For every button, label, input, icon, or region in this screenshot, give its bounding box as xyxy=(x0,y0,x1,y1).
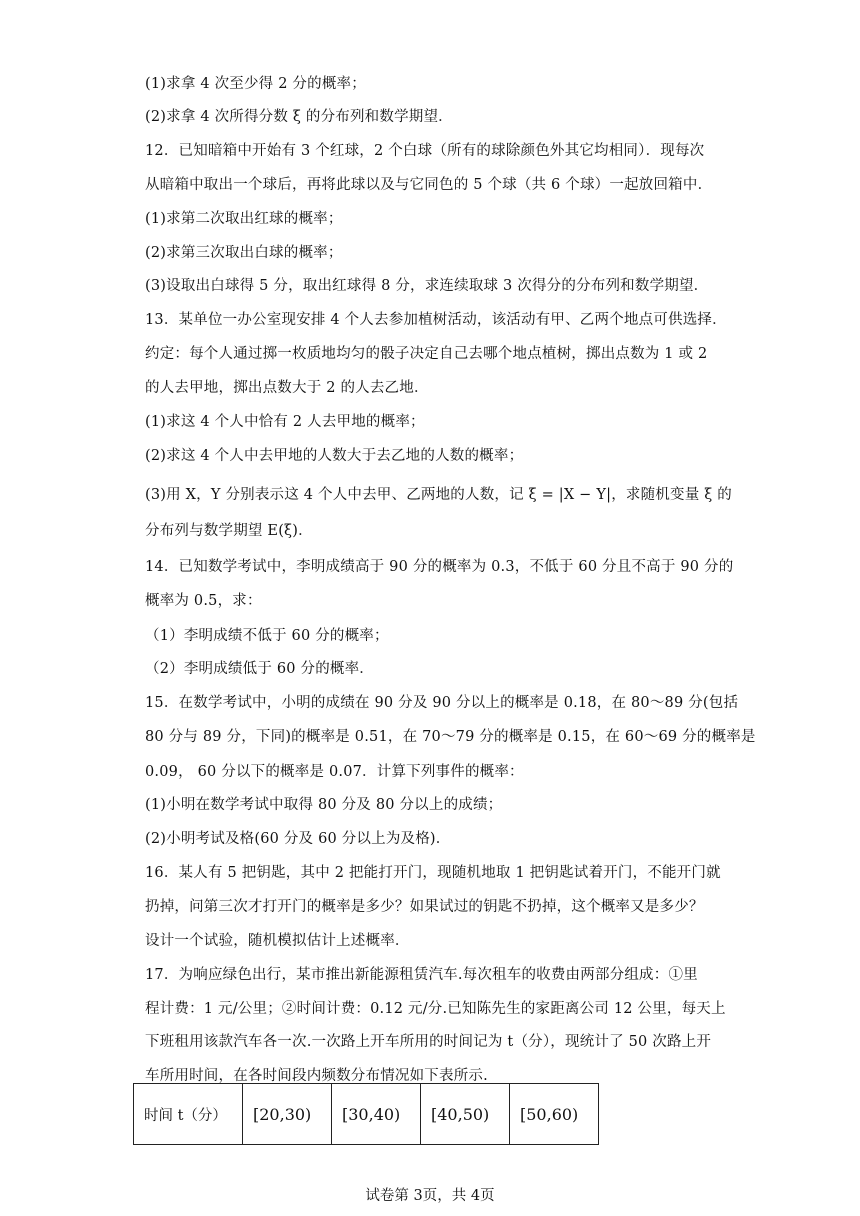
text-line: 概率为 0.5，求： xyxy=(145,593,262,609)
text-line: 扔掉，问第三次才打开门的概率是多少？如果试过的钥匙不扔掉，这个概率又是多少？ xyxy=(145,899,704,915)
text-line: (1)求拿 4 次至少得 2 分的概率； xyxy=(145,76,366,92)
page-footer: 试卷第 3页，共 4页 xyxy=(365,1188,495,1204)
text-line: (3)设取出白球得 5 分，取出红球得 8 分，求连续取球 3 次得分的分布列和数学期望． xyxy=(145,278,709,294)
text-line: (1)小明在数学考试中取得 80 分及 80 分以上的成绩； xyxy=(145,797,503,813)
frequency-table xyxy=(133,1083,599,1145)
text-line: 分布列与数学期望 E(ξ)． xyxy=(145,523,313,539)
text-line: 下班租用该款汽车各一次.一次路上开车所用的时间记为 t（分），现统计了 50 次路上开 xyxy=(145,1034,712,1050)
text-line: 14．已知数学考试中，李明成绩高于 90 分的概率为 0.3，不低于 60 分且不高于 90 分的 xyxy=(145,559,734,575)
table-row xyxy=(134,1084,599,1145)
text-line: 车所用时间，在各时间段内频数分布情况如下表所示. xyxy=(145,1068,488,1084)
text-line: (2)求第三次取出白球的概率； xyxy=(145,245,343,261)
text-line: （2）李明成绩低于 60 分的概率． xyxy=(145,661,374,677)
text-line: （1）李明成绩不低于 60 分的概率； xyxy=(145,628,389,644)
text-line: 约定：每个人通过掷一枚质地均匀的骰子决定自己去哪个地点植树，掷出点数为 1 或 2 xyxy=(145,346,708,362)
table-cell: [30,40) xyxy=(332,1084,421,1145)
text-line: 从暗箱中取出一个球后，再将此球以及与它同色的 5 个球（共 6 个球）一起放回箱中． xyxy=(145,177,713,193)
text-line: 设计一个试验，随机模拟估计上述概率． xyxy=(145,933,410,949)
text-line: 12．已知暗箱中开始有 3 个红球，2 个白球（所有的球除颜色外其它均相同）．现每次 xyxy=(145,143,705,159)
text-line: 80 分与 89 分，下同)的概率是 0.51，在 70～79 分的概率是 0.15，在 60～69 分的概率是 xyxy=(145,729,756,745)
text-line: (3)用 X，Y 分别表示这 4 个人中去甲、乙两地的人数，记 ξ = |X − Y|，求随机变量 ξ 的 xyxy=(145,487,732,503)
text-line: (2)求这 4 个人中去甲地的人数大于去乙地的人数的概率； xyxy=(145,448,524,464)
text-line: 0.09， 60 分以下的概率是 0.07．计算下列事件的概率： xyxy=(145,764,524,780)
text-line: 的人去甲地，掷出点数大于 2 的人去乙地． xyxy=(145,380,429,396)
table-cell: [40,50) xyxy=(421,1084,510,1145)
table-cell: [20,30) xyxy=(243,1084,332,1145)
text-line: (1)求这 4 个人中恰有 2 人去甲地的概率； xyxy=(145,414,425,430)
table-header-cell: 时间 t（分） xyxy=(134,1084,243,1145)
text-line: 17．为响应绿色出行，某市推出新能源租赁汽车.每次租车的收费由两部分组成：①里 xyxy=(145,967,698,983)
text-line: 16．某人有 5 把钥匙，其中 2 把能打开门，现随机地取 1 把钥匙试着开门，不能开门就 xyxy=(145,865,721,881)
text-line: (2)求拿 4 次所得分数 ξ 的分布列和数学期望． xyxy=(145,109,453,125)
text-line: 13．某单位一办公室现安排 4 个人去参加植树活动，该活动有甲、乙两个地点可供选择． xyxy=(145,312,727,328)
text-line: (1)求第二次取出红球的概率； xyxy=(145,211,343,227)
text-line: 15．在数学考试中，小明的成绩在 90 分及 90 分以上的概率是 0.18，在 80～89 分(包括 xyxy=(145,695,739,711)
table-cell: [50,60) xyxy=(510,1084,599,1145)
text-line: (2)小明考试及格(60 分及 60 分以上为及格)． xyxy=(145,831,451,847)
text-line: 程计费：1 元/公里；②时间计费：0.12 元/分.已知陈先生的家距离公司 12 公里，每天上 xyxy=(145,1001,726,1017)
